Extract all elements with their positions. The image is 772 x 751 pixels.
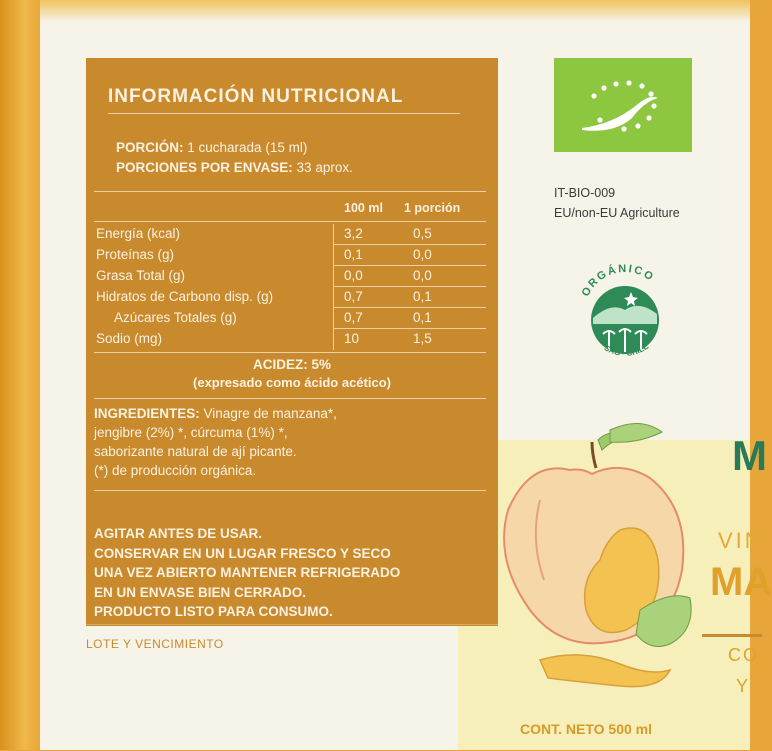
seal-bottom-text: SAG - CHILE — [602, 341, 651, 358]
ingredients-rule — [94, 490, 486, 491]
table-row — [96, 245, 476, 266]
value-portion: 1,5 — [413, 331, 432, 346]
portion-value: 1 cucharada (15 ml) — [187, 140, 308, 155]
value-100ml: 0,7 — [344, 310, 363, 325]
brand-line-4: Y — [736, 676, 749, 696]
cert-code: IT-BIO-009 — [554, 186, 616, 200]
table-row — [96, 224, 476, 245]
value-100ml: 0,0 — [344, 268, 363, 283]
nutrient-name: Sodio (mg) — [96, 331, 163, 346]
value-portion: 0,0 — [413, 247, 432, 262]
nutrient-name: Grasa Total (g) — [96, 268, 186, 283]
brand-rule — [702, 634, 762, 637]
nutrition-title: INFORMACIÓN NUTRICIONAL — [108, 86, 404, 107]
ingredients-line: jengibre (2%) *, cúrcuma (1%) *, — [94, 425, 288, 440]
portion-label: PORCIÓN: — [116, 140, 184, 155]
ingredients-line: saborizante natural de ají picante. — [94, 444, 297, 459]
nutrient-name: Proteínas (g) — [96, 247, 175, 262]
table-header-rule — [94, 221, 486, 222]
ingredients — [94, 404, 484, 480]
label-top-shade — [40, 0, 750, 22]
certification-text — [554, 183, 680, 223]
brand-line-1: VIN — [718, 528, 764, 553]
lot-label: LOTE Y VENCIMIENTO — [86, 637, 224, 651]
seal-top-text: ORGÁNICO — [579, 262, 657, 299]
value-100ml: 0,1 — [344, 247, 363, 262]
bottle-edge — [0, 0, 40, 750]
nutrient-name: Hidratos de Carbono disp. (g) — [96, 289, 274, 304]
ingredients-line: Vinagre de manzana*, — [203, 406, 337, 421]
title-rule — [108, 113, 460, 114]
servings-label: PORCIONES POR ENVASE: — [116, 160, 293, 175]
value-portion: 0,1 — [413, 289, 432, 304]
cert-origin: EU/non-EU Agriculture — [554, 206, 680, 220]
instruction-line: CONSERVAR EN UN LUGAR FRESCO Y SECO — [94, 545, 391, 561]
brand-initial: M — [732, 432, 767, 479]
nutrient-name: Azúcares Totales (g) — [114, 310, 237, 325]
lot-expiry-box — [86, 624, 498, 751]
acidity-rule — [94, 398, 486, 399]
col-header-100ml: 100 ml — [344, 201, 383, 215]
ingredients-line: (*) de producción orgánica. — [94, 463, 257, 478]
ingredients-label: INGREDIENTES: — [94, 406, 200, 421]
storage-instructions — [94, 524, 489, 622]
table-row — [96, 308, 476, 329]
table-row — [96, 287, 476, 308]
table-row — [96, 329, 476, 350]
brand-line-3: CO — [728, 645, 759, 665]
servings-value: 33 aprox. — [296, 160, 353, 175]
brand-line-2: MA — [710, 560, 772, 604]
organic-chile-seal-icon — [571, 258, 679, 378]
nutrition-panel — [86, 58, 498, 626]
instruction-line: AGITAR ANTES DE USAR. — [94, 526, 263, 541]
instruction-line: EN UN ENVASE BIEN CERRADO. — [94, 584, 307, 600]
instruction-line: PRODUCTO LISTO PARA CONSUMO. — [94, 604, 333, 619]
table-bottom-rule — [94, 352, 486, 353]
portion-info — [116, 138, 353, 178]
col-header-portion: 1 porción — [404, 201, 461, 215]
nutrient-name: Energía (kcal) — [96, 226, 181, 241]
value-portion: 0,1 — [413, 310, 432, 325]
instruction-line: UNA VEZ ABIERTO MANTENER REFRIGERADO — [94, 565, 401, 580]
eu-organic-leaf-icon — [554, 58, 692, 152]
value-100ml: 10 — [344, 331, 360, 346]
value-100ml: 0,7 — [344, 289, 363, 304]
value-portion: 0,5 — [413, 226, 432, 241]
value-portion: 0,0 — [413, 268, 432, 283]
table-row — [96, 266, 476, 287]
value-100ml: 3,2 — [344, 226, 363, 241]
acidity-note: (expresado como ácido acético) — [193, 375, 391, 390]
acidity: ACIDEZ: 5% — [252, 357, 331, 372]
table-top-rule — [94, 191, 486, 192]
net-content: CONT. NETO 500 ml — [520, 721, 653, 737]
